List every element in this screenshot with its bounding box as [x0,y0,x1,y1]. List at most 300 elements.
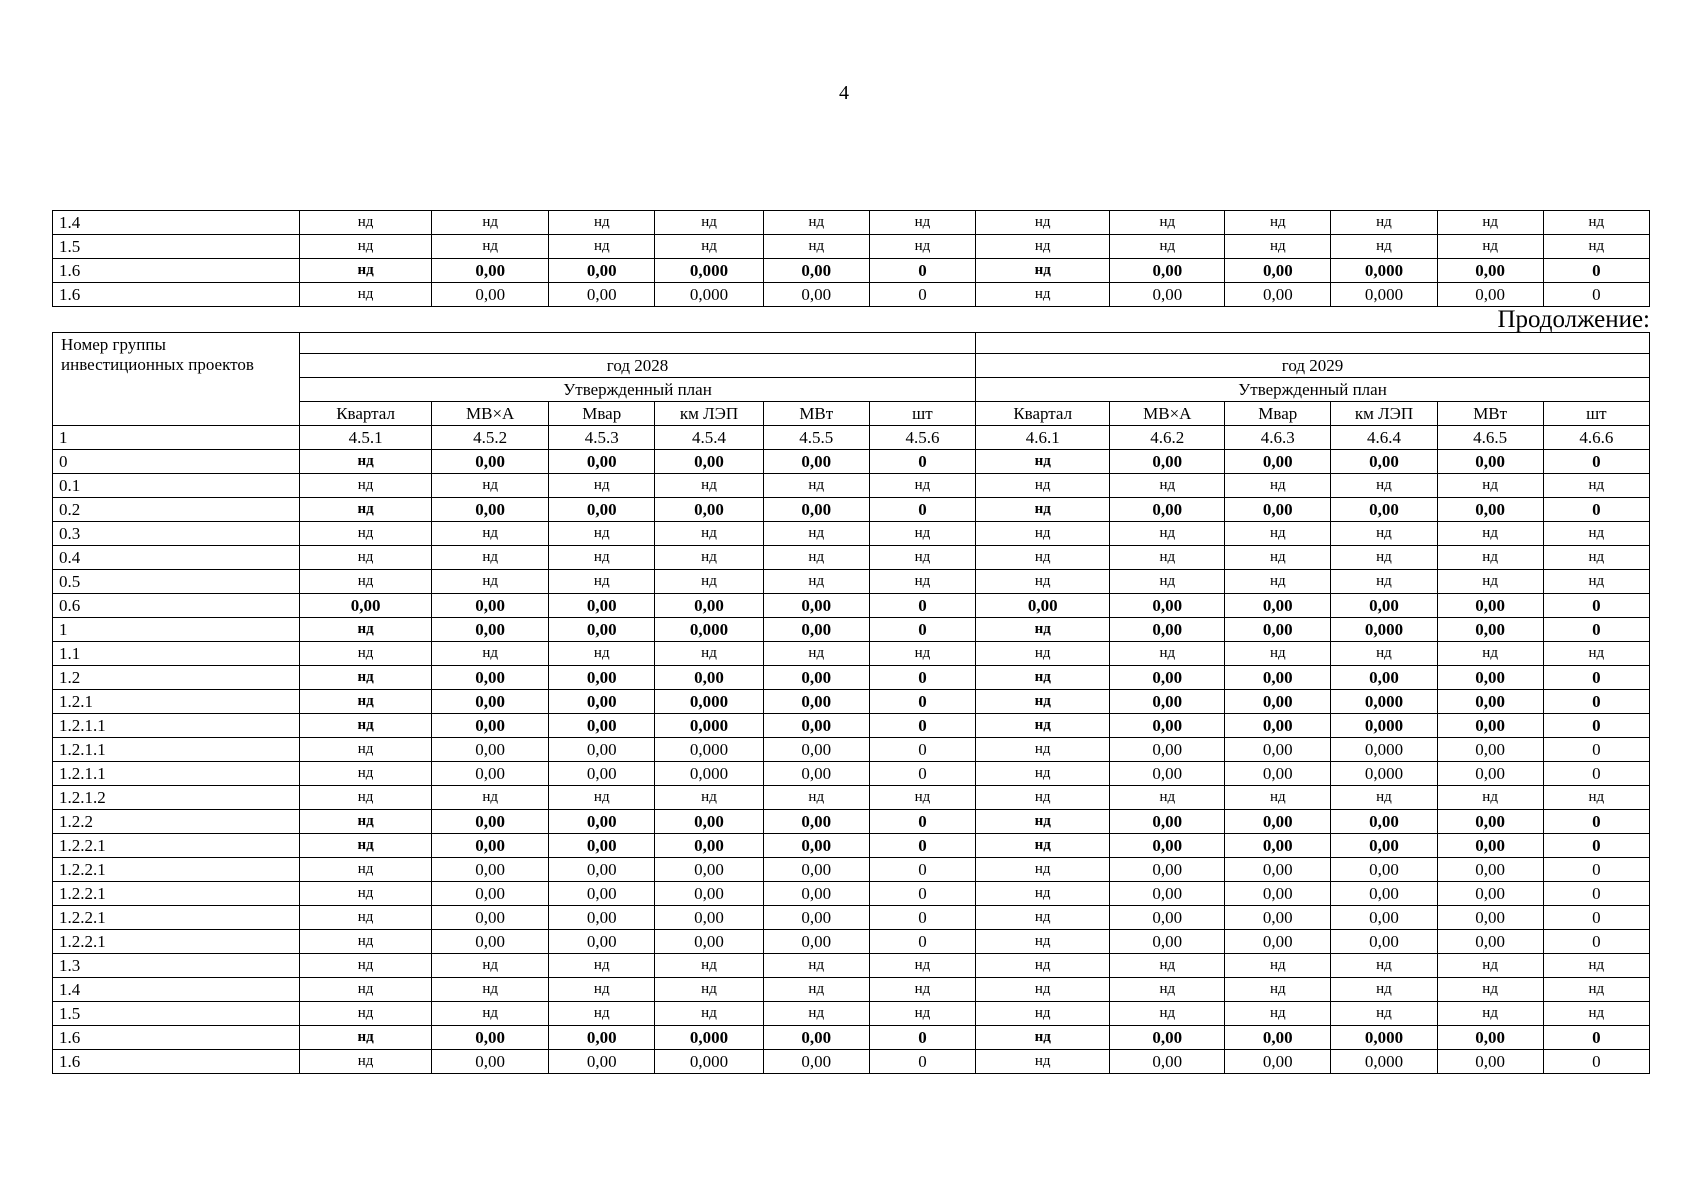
group-number-cell: 1.4 [53,978,300,1002]
value-cell: 0,000 [1331,1026,1437,1050]
value-cell: нд [976,906,1110,930]
value-cell: 0,00 [1110,594,1225,618]
value-cell: 0,00 [1110,762,1225,786]
value-cell: 0,00 [432,450,549,474]
value-cell: 0 [869,930,975,954]
value-cell: 0,000 [1331,618,1437,642]
value-cell: 0,00 [763,690,869,714]
value-cell: 0,00 [1110,1050,1225,1074]
value-cell: нд [976,930,1110,954]
value-cell: нд [1543,978,1649,1002]
value-cell: нд [1225,211,1331,235]
value-cell: 0 [869,714,975,738]
value-cell: 0,00 [763,810,869,834]
column-index-cell: 1 [53,426,300,450]
group-number-cell: 1.6 [53,1050,300,1074]
value-cell: нд [1225,954,1331,978]
value-cell: нд [1437,978,1543,1002]
unit-header: МВт [763,402,869,426]
group-number-cell: 1.3 [53,954,300,978]
value-cell: 0,000 [655,1050,763,1074]
value-cell: 0 [1543,1026,1649,1050]
value-cell: нд [300,570,432,594]
value-cell: 0,00 [763,283,869,307]
value-cell: нд [549,546,655,570]
value-cell: 0 [1543,858,1649,882]
value-cell: нд [763,642,869,666]
table-row [53,1050,1650,1074]
value-cell: 0,00 [655,930,763,954]
value-cell: 0,00 [1110,618,1225,642]
value-cell: нд [300,211,432,235]
unit-header: Мвар [549,402,655,426]
value-cell: 0 [1543,930,1649,954]
group-number-cell: 1.6 [53,1026,300,1050]
value-cell: нд [1437,211,1543,235]
value-cell: 0,000 [655,283,763,307]
value-cell: нд [869,978,975,1002]
value-cell: 0 [869,666,975,690]
value-cell: 0,00 [1110,714,1225,738]
value-cell: нд [1543,786,1649,810]
value-cell: нд [869,546,975,570]
value-cell: 0 [1543,690,1649,714]
value-cell: нд [976,786,1110,810]
value-cell: нд [1225,642,1331,666]
value-cell: нд [1110,235,1225,259]
value-cell: нд [976,714,1110,738]
value-cell: 0,00 [1225,283,1331,307]
value-cell: 0,00 [1331,498,1437,522]
value-cell: 0,000 [1331,259,1437,283]
value-cell: нд [1225,546,1331,570]
value-cell: 0,00 [549,906,655,930]
value-cell: нд [976,570,1110,594]
value-cell: 0,00 [549,1026,655,1050]
value-cell: нд [976,235,1110,259]
value-cell: нд [1437,522,1543,546]
value-cell: 0,00 [549,738,655,762]
column-code: 4.6.3 [1225,426,1331,450]
value-cell: 0,00 [763,1026,869,1050]
value-cell: нд [655,954,763,978]
value-cell: нд [1331,211,1437,235]
table-row [53,474,1650,498]
value-cell: нд [763,978,869,1002]
group-number-cell: 1.2.1.2 [53,786,300,810]
value-cell: 0,00 [763,450,869,474]
group-number-cell: 1.5 [53,235,300,259]
group-number-cell: 1 [53,618,300,642]
value-cell: 0,00 [1110,906,1225,930]
value-cell: 0 [869,283,975,307]
value-cell: 0,00 [763,930,869,954]
unit-header: км ЛЭП [1331,402,1437,426]
value-cell: нд [869,235,975,259]
value-cell: нд [1331,1002,1437,1026]
value-cell: нд [300,738,432,762]
table-row [53,618,1650,642]
value-cell: 0,00 [549,930,655,954]
value-cell: нд [1225,1002,1331,1026]
value-cell: 0,00 [432,1026,549,1050]
table-row [53,450,1650,474]
value-cell: 0,00 [763,906,869,930]
year-2029-header: год 2029 [976,354,1650,378]
group-number-header: Номер группы инвестиционных проектов [53,333,300,426]
value-cell: нд [1437,570,1543,594]
value-cell: 0,00 [1225,498,1331,522]
table-row [53,690,1650,714]
value-cell: нд [300,1050,432,1074]
value-cell: 0,00 [1331,930,1437,954]
value-cell: 0 [869,738,975,762]
table-row [53,283,1650,307]
value-cell: нд [1225,978,1331,1002]
value-cell: нд [1110,954,1225,978]
value-cell: 0,00 [655,498,763,522]
value-cell: нд [763,474,869,498]
group-number-cell: 1.2 [53,666,300,690]
year-2028-blank [300,333,976,354]
page-number: 4 [839,82,849,104]
value-cell: 0,00 [1110,1026,1225,1050]
value-cell: 0 [1543,906,1649,930]
value-cell: нд [300,283,432,307]
value-cell: 0,00 [1331,882,1437,906]
value-cell: нд [1437,954,1543,978]
value-cell: 0,00 [1225,882,1331,906]
value-cell: нд [655,978,763,1002]
column-code: 4.6.5 [1437,426,1543,450]
value-cell: 0,00 [1437,858,1543,882]
table-row [53,498,1650,522]
value-cell: нд [655,570,763,594]
value-cell: нд [1110,642,1225,666]
value-cell: нд [1331,954,1437,978]
value-cell: нд [1331,642,1437,666]
value-cell: 0,00 [432,858,549,882]
value-cell: нд [432,235,549,259]
value-cell: 0 [1543,714,1649,738]
value-cell: 0,00 [300,594,432,618]
value-cell: 0,00 [1110,666,1225,690]
value-cell: 0,00 [763,738,869,762]
value-cell: нд [300,498,432,522]
value-cell: 0,00 [1437,594,1543,618]
unit-header: Мвар [1225,402,1331,426]
value-cell: 0,00 [1225,666,1331,690]
value-cell: нд [1543,570,1649,594]
value-cell: 0,00 [1437,666,1543,690]
value-cell: нд [549,235,655,259]
value-cell: 0,00 [549,810,655,834]
value-cell: нд [1225,474,1331,498]
value-cell: нд [869,1002,975,1026]
value-cell: 0,00 [763,858,869,882]
value-cell: нд [1331,978,1437,1002]
value-cell: 0,00 [655,858,763,882]
value-cell: 0,00 [1437,690,1543,714]
value-cell: 0,00 [1225,594,1331,618]
value-cell: нд [432,546,549,570]
value-cell: 0,00 [432,594,549,618]
group-number-cell: 0.5 [53,570,300,594]
value-cell: 0,00 [1110,834,1225,858]
value-cell: нд [976,522,1110,546]
value-cell: 0,00 [763,259,869,283]
value-cell: 0,00 [432,1050,549,1074]
value-cell: 0,00 [1110,882,1225,906]
value-cell: 0,00 [432,834,549,858]
value-cell: нд [763,954,869,978]
value-cell: 0,00 [1437,810,1543,834]
value-cell: нд [1331,235,1437,259]
value-cell: 0,00 [1110,283,1225,307]
group-number-cell: 1.2.1.1 [53,714,300,738]
value-cell: нд [976,450,1110,474]
value-cell: 0,00 [432,906,549,930]
value-cell: 0,00 [432,738,549,762]
value-cell: нд [1543,474,1649,498]
value-cell: нд [1110,522,1225,546]
value-cell: нд [300,858,432,882]
value-cell: нд [1225,522,1331,546]
value-cell: нд [1437,642,1543,666]
value-cell: 0,00 [549,283,655,307]
value-cell: 0,00 [1225,834,1331,858]
unit-header: Квартал [976,402,1110,426]
value-cell: 0 [1543,283,1649,307]
column-code: 4.5.1 [300,426,432,450]
value-cell: нд [976,762,1110,786]
value-cell: 0,00 [432,714,549,738]
value-cell: нд [763,235,869,259]
value-cell: нд [432,522,549,546]
value-cell: нд [432,1002,549,1026]
value-cell: нд [763,570,869,594]
value-cell: 0 [1543,498,1649,522]
value-cell: нд [976,211,1110,235]
value-cell: нд [655,1002,763,1026]
group-number-cell: 1.2.2.1 [53,906,300,930]
group-number-cell: 1.6 [53,283,300,307]
value-cell: нд [432,570,549,594]
value-cell: 0 [1543,1050,1649,1074]
value-cell: 0,00 [763,762,869,786]
group-number-cell: 0 [53,450,300,474]
value-cell: 0,00 [763,834,869,858]
value-cell: 0,00 [432,618,549,642]
value-cell: нд [1331,474,1437,498]
value-cell: нд [869,522,975,546]
value-cell: нд [1110,1002,1225,1026]
table-row [53,978,1650,1002]
value-cell: 0 [869,594,975,618]
unit-header: МВ×А [432,402,549,426]
value-cell: 0,00 [1437,762,1543,786]
value-cell: 0,000 [655,738,763,762]
group-number-cell: 0.2 [53,498,300,522]
value-cell: нд [549,978,655,1002]
column-code: 4.6.4 [1331,426,1437,450]
value-cell: 0,00 [655,810,763,834]
value-cell: нд [655,474,763,498]
unit-header: МВ×А [1110,402,1225,426]
value-cell: нд [763,211,869,235]
group-number-cell: 1.5 [53,1002,300,1026]
value-cell: 0,00 [1225,714,1331,738]
value-cell: нд [655,786,763,810]
value-cell: нд [976,259,1110,283]
table-row [53,666,1650,690]
table-row [53,810,1650,834]
value-cell: 0,000 [655,714,763,738]
value-cell: 0,00 [1437,738,1543,762]
value-cell: 0,00 [432,498,549,522]
value-cell: нд [976,1002,1110,1026]
value-cell: 0,00 [1225,858,1331,882]
column-code: 4.6.1 [976,426,1110,450]
value-cell: нд [976,666,1110,690]
value-cell: 0 [869,259,975,283]
value-cell: нд [976,954,1110,978]
value-cell: нд [655,546,763,570]
value-cell: 0,000 [655,259,763,283]
value-cell: 0,00 [1225,762,1331,786]
value-cell: нд [1543,954,1649,978]
value-cell: 0,00 [549,450,655,474]
value-cell: нд [976,546,1110,570]
value-cell: нд [300,450,432,474]
value-cell: нд [300,762,432,786]
value-cell: 0,00 [549,666,655,690]
value-cell: нд [300,714,432,738]
value-cell: нд [300,906,432,930]
value-cell: 0,00 [1437,259,1543,283]
table-row [53,522,1650,546]
value-cell: нд [655,211,763,235]
group-number-cell: 1.2.2 [53,810,300,834]
value-cell: 0,00 [549,498,655,522]
value-cell: нд [432,642,549,666]
value-cell: нд [976,283,1110,307]
group-number-cell: 1.2.1 [53,690,300,714]
value-cell: нд [1543,211,1649,235]
value-cell: 0,000 [655,762,763,786]
value-cell: нд [763,1002,869,1026]
unit-header: Квартал [300,402,432,426]
value-cell: 0 [1543,810,1649,834]
value-cell: 0 [869,858,975,882]
value-cell: нд [300,618,432,642]
value-cell: 0,00 [549,858,655,882]
group-number-cell: 0.4 [53,546,300,570]
plan-2029-header: Утвержденный план [976,378,1650,402]
value-cell: 0 [1543,618,1649,642]
value-cell: 0,00 [1225,1050,1331,1074]
value-cell: 0,00 [549,618,655,642]
value-cell: 0 [1543,762,1649,786]
value-cell: 0,00 [432,762,549,786]
table-row [53,1026,1650,1050]
value-cell: 0,00 [1110,498,1225,522]
value-cell: 0,00 [1331,594,1437,618]
value-cell: нд [1437,546,1543,570]
value-cell: 0,00 [549,1050,655,1074]
value-cell: нд [1225,235,1331,259]
value-cell: 0 [1543,666,1649,690]
value-cell: 0,00 [763,882,869,906]
value-cell: 0 [869,1050,975,1074]
value-cell: 0,00 [432,283,549,307]
value-cell: нд [549,211,655,235]
column-code: 4.5.2 [432,426,549,450]
value-cell: нд [549,474,655,498]
value-cell: 0 [869,810,975,834]
value-cell: нд [1543,642,1649,666]
value-cell: нд [655,235,763,259]
value-cell: 0,00 [549,594,655,618]
value-cell: нд [1331,522,1437,546]
value-cell: 0,00 [432,259,549,283]
value-cell: 0,000 [655,1026,763,1050]
value-cell: 0 [869,906,975,930]
value-cell: 0,00 [1437,714,1543,738]
value-cell: 0,00 [432,810,549,834]
value-cell: 0,00 [549,690,655,714]
unit-header: км ЛЭП [655,402,763,426]
value-cell: 0,00 [655,906,763,930]
value-cell: нд [300,642,432,666]
value-cell: нд [976,474,1110,498]
value-cell: нд [976,858,1110,882]
value-cell: нд [1110,786,1225,810]
value-cell: нд [1110,978,1225,1002]
value-cell: 0 [869,882,975,906]
group-number-cell: 1.4 [53,211,300,235]
value-cell: 0,00 [1225,906,1331,930]
value-cell: 0 [869,690,975,714]
value-cell: нд [300,954,432,978]
value-cell: нд [763,786,869,810]
value-cell: нд [300,690,432,714]
value-cell: нд [655,522,763,546]
value-cell: 0,00 [1331,906,1437,930]
value-cell: 0,00 [1225,259,1331,283]
value-cell: 0,00 [763,498,869,522]
value-cell: нд [432,474,549,498]
group-number-cell: 1.2.2.1 [53,882,300,906]
value-cell: нд [1437,474,1543,498]
header-row-codes [53,426,1650,450]
value-cell: 0,000 [1331,283,1437,307]
value-cell: нд [432,954,549,978]
year-2029-blank [976,333,1650,354]
value-cell: нд [300,1002,432,1026]
value-cell: 0,00 [1437,450,1543,474]
value-cell: нд [300,930,432,954]
table-row [53,714,1650,738]
value-cell: 0,00 [1437,283,1543,307]
value-cell: 0,00 [763,1050,869,1074]
value-cell: нд [976,738,1110,762]
value-cell: 0,00 [1110,259,1225,283]
value-cell: 0,000 [655,618,763,642]
value-cell: 0,00 [1225,618,1331,642]
value-cell: 0 [1543,594,1649,618]
value-cell: 0,000 [1331,1050,1437,1074]
